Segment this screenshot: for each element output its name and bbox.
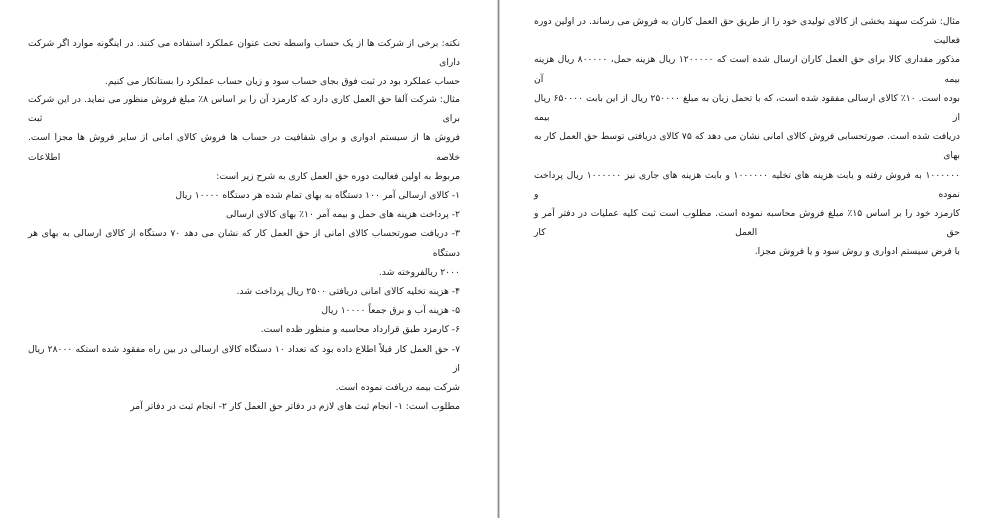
text-line: نکته: برخی از شرکت ها از یک حساب واسطه تحت عنوان عملکرد استفاده می کنند. در اینگونه موارد اگر شرکت دارای (28, 38, 460, 69)
list-item: ۱- کالای ارسالی آمر ۱۰۰ دستگاه به بهای تمام شده هر دستگاه ۱۰۰۰۰ ریال (175, 190, 460, 202)
requirement-line: مطلوب است: ۱- انجام ثبت های لازم در دفاتر حق العمل کار ۲- انجام ثبت در دفاتر آمر (130, 401, 460, 413)
list-item: ۶- کارمزد طبق قرارداد محاسبه و منظور ظده است. (260, 324, 460, 336)
text-line: با فرض سیستم ادواری و روش سود و یا فروش مجزا. (754, 246, 960, 258)
example1-paragraph (534, 12, 960, 262)
text-line: ۱۰۰۰۰۰۰ به فروش رفته و بابت هزینه های تخلیه ۱۰۰۰۰۰۰ و بابت هزینه های جاری نیز ۱۰۰۰۰۰۰ ریال پرداخت نموده و (534, 169, 961, 200)
text-line: مربوط به اولین فعالیت دوره حق العمل کاری به شرح زیر است: (216, 170, 460, 182)
list-item: ۲- پرداخت هزینه های حمل و بیمه آمر ۱۰٪ بهای کالای ارسالی (226, 209, 460, 221)
text-line: مثال: شرکت آلفا حق العمل کاری دارد که کارمزد آن را بر اساس ۸٪ مبلغ فروش منظور می نماید. در این شرکت برای ثبت (28, 94, 460, 125)
list-item-continuation: ۲۰۰۰ ریالفروخته شد. (378, 266, 460, 278)
text-line: حساب عملکرد بود در ثبت فوق بجای حساب سود و زیان حساب عملکرد را بستانکار می کنیم. (104, 76, 460, 88)
list-item: ۷- حق العمل کار قبلاً اطلاع داده بود که تعداد ۱۰ دستگاه کالای ارسالی در بین راه مفقود شده استکه ۲۸۰۰۰ ریال از (28, 343, 461, 374)
list-item: ۳- دریافت صورتحساب کالای امانی از حق العمل کار که نشان می دهد ۷۰ دستگاه از کالای ارسالی به بهای هر دستگاه (28, 228, 460, 259)
text-line: مذکور مقداری کالا برای حق العمل کاران ارسال شده است که ۱۲۰۰۰۰۰ ریال هزینه حمل، ۸۰۰۰۰۰ ریال هزینه بیمه آن (534, 54, 961, 85)
list-item: ۵- هزینه آب و برق جمعاً ۱۰۰۰۰ ریال (321, 305, 460, 317)
list-item-continuation: شرکت بیمه دریافت نموده است. (335, 382, 460, 394)
text-line: مثال: شرکت سهند بخشی از کالای تولیدی خود را از طریق حق العمل کاران به فروش می رساند. در اولین دوره فعالیت (534, 16, 960, 47)
example2-paragraph (28, 90, 460, 416)
text-line: فروش ها از سیستم ادواری و برای شفافیت در حساب ها فروش کالای امانی از سایر فروش ها مجزا است. خلاصه اطلاعات (28, 132, 460, 163)
text-line: دریافت شده است. صورتحسابی فروش کالای امانی نشان می دهد که ۷۵ کالای دریافتی توسط حق العمل کار به بهای (534, 131, 960, 162)
list-item: ۴- هزینه تخلیه کالای امانی دریافتی ۲۵۰۰ ریال پرداخت شد. (236, 286, 460, 298)
text-line: کارمزد خود را بر اساس ۱۵٪ مبلغ فروش محاسبه نموده است. مطلوب است ثبت کلیه عملیات در دفتر آمر و حق العمل کار (534, 208, 960, 239)
note-paragraph (28, 34, 460, 92)
text-line: بوده است. ۱۰٪ کالای ارسالی مفقود شده است، که با تحمل زیان به مبلغ ۲۵۰۰۰۰ ریال از این بابت ۶۵۰۰۰۰ ریال از بیمه (534, 92, 960, 124)
